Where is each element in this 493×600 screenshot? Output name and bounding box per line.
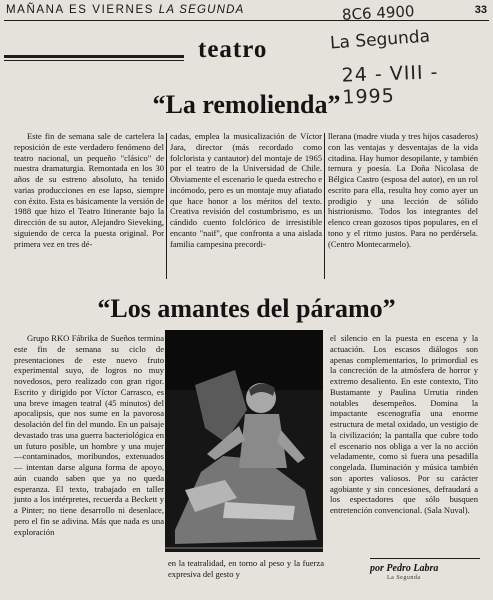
- handwritten-source: La Segunda: [329, 26, 431, 54]
- article1-column-2: cadas, emplea la musicalización de Víctor Jara, director (más recordado como folclorista y cantautor) del montaje de 1965 por el teatro de la Universidad de Chile. Obviamente el escenario le queda estrecho e incómodo, pero es un montaje muy afiatado que hace honor a los méritos del texto. Creativa revisión del costumbrismo, es un cándido cuento folclórico de irresistible encanto "naif", que confronta a una aislada familia campesina precordi-: [170, 131, 322, 249]
- article2-column-3: el silencio en la puesta en escena y la actuación. Los escasos diálogos son apenas complementarios, lo primordial es la concreción de la atmósfera de horror y extremo desaliento. En este contexto, Tito Bustamante y Paulina Urrutia rinden notables desempeños. Domina la impactante escenografía una enorme estructura de metal oxidado, un vestigio de la civilización; la pantalla que cubre todo el escenario nos obliga a ver la no acción veladamente, como si fuera una pesadilla congelada. Iluminación y música también son aportes valiosos. Por su carácter agobiante y sin concesiones, defraudará a los espectadores que sólo busquen entretención convencional. (Sala Nuval).: [330, 333, 478, 515]
- byline-newspaper: La Segunda: [387, 575, 421, 581]
- actors-figure-illustration: [165, 330, 323, 552]
- header-rule: [4, 20, 489, 21]
- column-divider-1: [166, 133, 167, 279]
- play-photo: [165, 330, 323, 552]
- section-rule-left: [4, 55, 184, 58]
- byline-author: por Pedro Labra: [370, 563, 439, 574]
- article1-column-1: Este fin de semana sale de cartelera la reposición de este verdadero fenómeno del teatro nacional, un pequeño "clásico" de nuestra dramaturgia. Remontada en los 30 años de su estreno absoluto, ha tenido varias producciones en ese lapso, siempre con éxito. Esta es básicamente la versión de 1988 que hizo el Teatro Itinerante bajo la dirección de su autor, Alejandro Sieveking, siguiendo de cerca la puesta original. Por primera vez en tres dé-: [14, 131, 164, 249]
- section-title: teatro: [198, 36, 268, 63]
- article1-headline: “La remolienda”: [152, 90, 341, 119]
- header-text: MAÑANA ES VIERNES: [6, 4, 154, 16]
- header-newspaper-name: LA SEGUNDA: [158, 4, 245, 16]
- page-number: 33: [474, 4, 487, 16]
- column-divider-2: [324, 133, 325, 279]
- handwritten-catalog-number: 8C6 4900: [341, 2, 415, 24]
- article2-column-1: Grupo RKO Fábrika de Sueños termina este fin de semana su ciclo de presentaciones de este nuevo fruto experimental suyo, de logros no muy novedosos, pero realizado con gran rigor. Escrito y dirigido por Víctor Carrasco, es una breve imagen teatral (45 minutos) del apocalipsis, que nos sume en la pavorosa desolación del fin del mundo. En un paisaje devastado tras una guerra bacteriológica en un futuro posible, un hombre y una mujer —contaminados, moribundos, extenuados— intentan darse alguna forma de apoyo, aún cuando saben que ya no queda esperanza. El texto, trabajado en taller junto a los intérpretes, recuerda a Beckett y a Pinter; no tiene desarrollo ni desenlace, pero el fin se adivina. Más que nada es una exploración: [14, 333, 164, 537]
- handwritten-date: 24 - VIII - 1995: [341, 61, 439, 109]
- byline-rule: [370, 558, 480, 559]
- article2-headline: “Los amantes del páramo”: [97, 294, 396, 323]
- section-rule-left-thin: [4, 60, 184, 61]
- article1-column-3: llerana (madre viuda y tres hijos casaderos) con las ventajas y desventajas de la vida citadina. Hay humor desopilante, y también ternura y poesía. La Doña Nicolasa de Bélgica Castro (esposa del autor), en un rol escrito para ella, resulta hoy como ayer un prodigio y una lección de sólido histrionismo. Todos los integrantes del elenco crean gozosos tipos populares, en el tono y el ritmo justos. Para no perdérsela. (Centro Montecarmelo).: [328, 131, 478, 249]
- page-header: [6, 4, 487, 16]
- photo-caption-text: en la teatralidad, en torno al peso y la fuerza expresiva del gesto y: [168, 558, 324, 579]
